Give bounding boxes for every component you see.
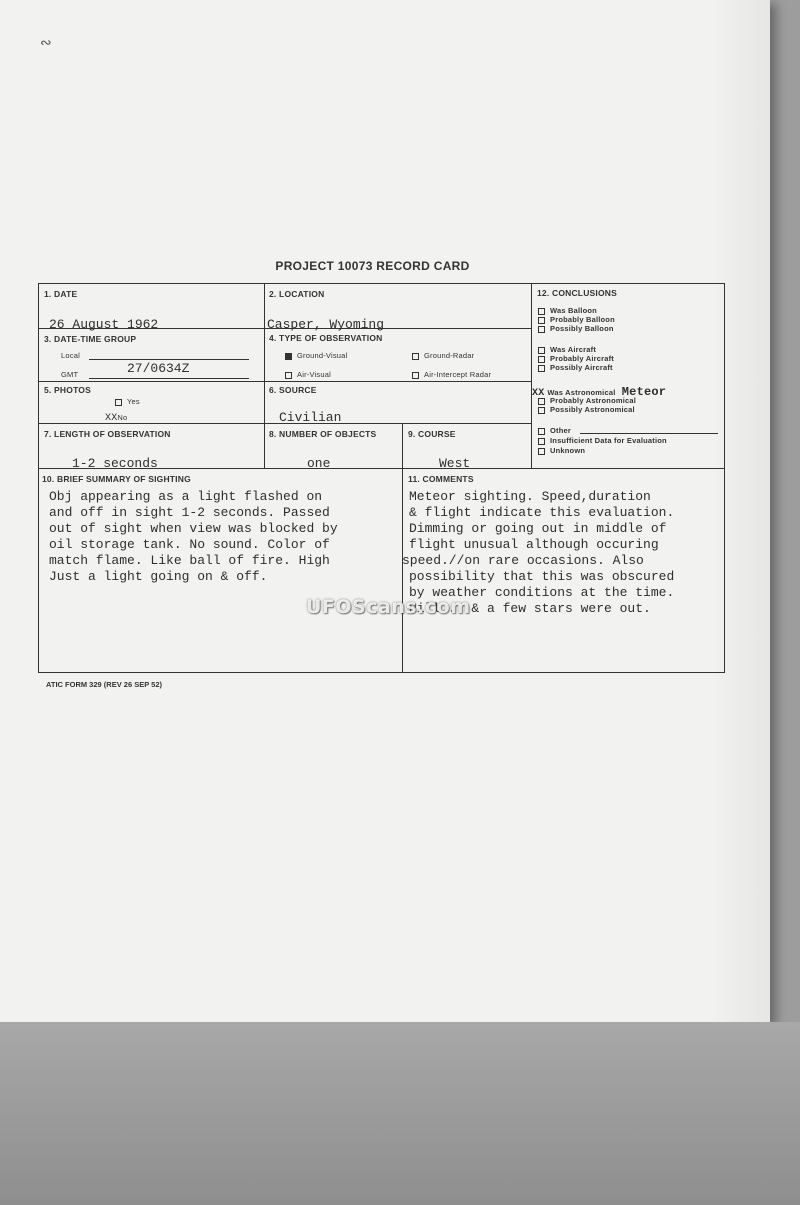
checkbox	[412, 353, 419, 360]
comments-label: 11. COMMENTS	[408, 474, 474, 484]
type-air-visual: Air-Visual	[285, 370, 331, 380]
concl-unknown: Unknown	[538, 446, 585, 456]
comment-line: Hill... & a few stars were out.	[409, 601, 651, 616]
date-label: 1. DATE	[44, 289, 78, 299]
date-value: 26 August 1962	[49, 317, 159, 332]
comment-line: Dimming or going out in middle of	[409, 521, 667, 536]
watermark: UFOScans.com	[306, 596, 471, 618]
concl-other: Other	[538, 426, 571, 436]
concl-insufficient: Insufficient Data for Evaluation	[538, 436, 667, 446]
concl-was-astronomical: XX Was Astronomical Meteor	[532, 385, 667, 399]
photos-yes: Yes	[115, 397, 140, 407]
divider	[402, 423, 403, 672]
checkbox	[412, 372, 419, 379]
other-underline	[580, 433, 718, 434]
checkbox	[538, 365, 545, 372]
type-ground-visual: Ground-Visual	[285, 351, 347, 361]
photos-no: XXNo	[105, 413, 128, 424]
checkbox	[538, 347, 545, 354]
comment-line: & flight indicate this evaluation.	[409, 505, 675, 520]
summary-line: oil storage tank. No sound. Color of	[49, 537, 330, 552]
summary-label: 10. BRIEF SUMMARY OF SIGHTING	[42, 474, 191, 484]
type-ground-radar: Ground-Radar	[412, 351, 474, 361]
background-surface	[0, 1022, 800, 1205]
length-label: 7. LENGTH OF OBSERVATION	[44, 429, 171, 439]
card-title: PROJECT 10073 RECORD CARD	[275, 259, 470, 273]
checkbox	[538, 407, 545, 414]
num-objects-label: 8. NUMBER OF OBJECTS	[269, 429, 377, 439]
astro-note: Meteor	[621, 385, 667, 399]
concl-was-aircraft: Was Aircraft	[538, 345, 596, 355]
checkbox	[538, 356, 545, 363]
conclusions-label: 12. CONCLUSIONS	[537, 288, 617, 298]
concl-possibly-balloon: Possibly Balloon	[538, 324, 614, 334]
concl-probably-astronomical: Probably Astronomical	[538, 396, 636, 406]
checkbox	[285, 372, 292, 379]
checkbox	[115, 399, 122, 406]
dtg-local-label: Local	[61, 351, 80, 360]
comment-line: flight unusual although occuring	[409, 537, 659, 552]
dtg-value: 27/0634Z	[127, 361, 190, 376]
type-obs-label: 4. TYPE OF OBSERVATION	[269, 333, 383, 343]
summary-line: and off in sight 1-2 seconds. Passed	[49, 505, 330, 520]
divider	[39, 381, 531, 382]
concl-possibly-astronomical: Possibly Astronomical	[538, 405, 635, 415]
concl-probably-balloon: Probably Balloon	[538, 315, 615, 325]
comment-line: speed.//on rare occasions. Also	[402, 553, 644, 568]
astro-mark: XX	[532, 388, 545, 399]
source-label: 6. SOURCE	[269, 385, 317, 395]
summary-line: match flame. Like ball of fire. High	[49, 553, 330, 568]
divider	[531, 284, 532, 468]
length-value: 1-2 seconds	[72, 456, 158, 471]
divider	[264, 284, 265, 468]
checked-box	[285, 353, 292, 360]
photos-label: 5. PHOTOS	[44, 385, 91, 395]
summary-line: out of sight when view was blocked by	[49, 521, 338, 536]
local-underline	[89, 359, 249, 360]
type-air-intercept: Air-Intercept Radar	[412, 370, 491, 380]
location-value: Casper, Wyoming	[267, 317, 385, 332]
source-value: Civilian	[279, 410, 342, 425]
dtg-gmt-label: GMT	[61, 370, 79, 379]
comment-line: possibility that this was obscured	[409, 569, 675, 584]
checkbox	[538, 448, 545, 455]
dtg-label: 3. DATE-TIME GROUP	[44, 334, 137, 344]
concl-was-balloon: Was Balloon	[538, 306, 597, 316]
checkbox	[538, 428, 545, 435]
num-objects-value: one	[307, 456, 331, 471]
checkbox	[538, 326, 545, 333]
location-label: 2. LOCATION	[269, 289, 325, 299]
summary-line: Just a light going on & off.	[49, 569, 268, 584]
course-label: 9. COURSE	[408, 429, 456, 439]
course-value: West	[439, 456, 471, 471]
form-id: ATIC FORM 329 (REV 26 SEP 52)	[46, 680, 163, 689]
checkbox	[538, 398, 545, 405]
paper-speck: ∾	[40, 34, 52, 50]
checkbox	[538, 308, 545, 315]
summary-line: Obj appearing as a light flashed on	[49, 489, 323, 504]
comment-line: by weather conditions at the time.	[409, 585, 675, 600]
comment-line: Meteor sighting. Speed,duration	[409, 489, 651, 504]
gmt-underline	[89, 378, 249, 379]
checkbox	[538, 317, 545, 324]
concl-probably-aircraft: Probably Aircraft	[538, 354, 614, 364]
concl-possibly-aircraft: Possibly Aircraft	[538, 363, 613, 373]
checkbox	[538, 438, 545, 445]
